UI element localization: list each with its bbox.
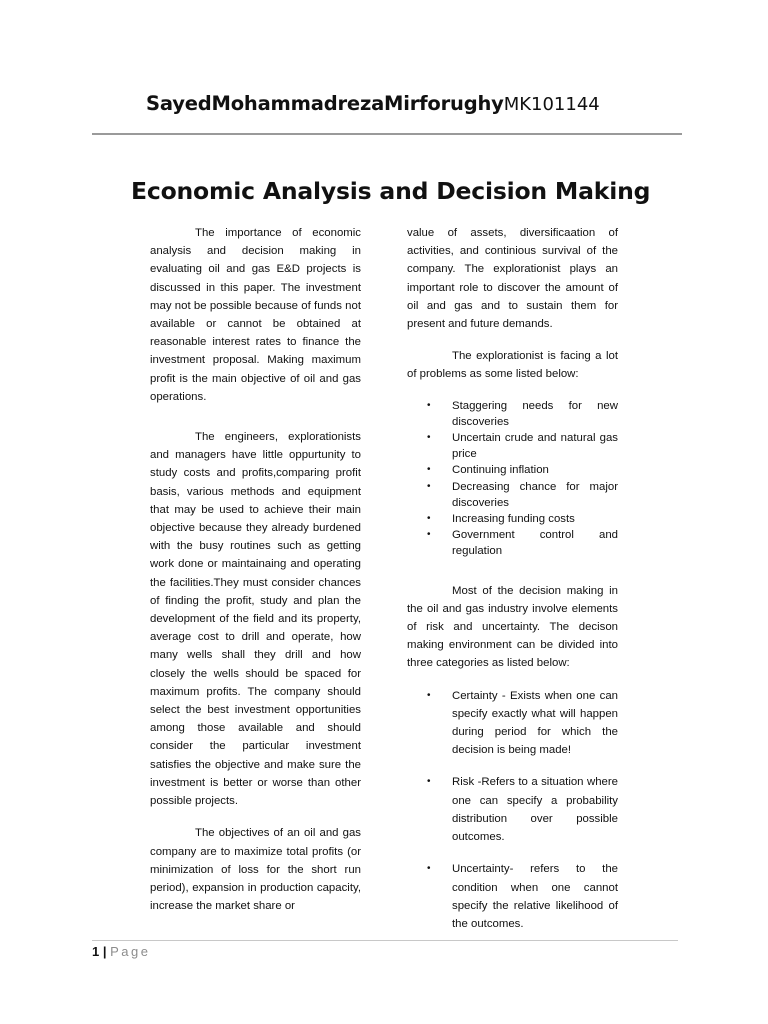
list-item: • Decreasing chance for major discoveries xyxy=(427,480,618,509)
bullet-icon: • xyxy=(427,480,431,492)
list-item: • Staggering needs for new discoveries xyxy=(427,399,618,428)
page-label: Page xyxy=(110,944,151,959)
author-name: SayedMohammadrezaMirforughy xyxy=(146,92,504,115)
bullet-icon: • xyxy=(427,529,431,541)
paragraph-intro: The importance of economic analysis and decision making in evaluating oil and gas E&D projects is discussed in this paper. The investment may not be possible because of funds not available or cannot be obtained at reasonable interest rates to finance the investment proposal. Making maximum profit is the main objective of oil and gas operations. xyxy=(150,227,361,403)
bullet-icon: • xyxy=(427,863,431,875)
bullet-icon: • xyxy=(427,513,431,525)
list-item: • Government control and regulation xyxy=(427,529,618,558)
left-column xyxy=(150,224,361,915)
bullet-icon: • xyxy=(427,399,431,411)
page-number: 1 xyxy=(92,944,100,959)
student-id: MK101144 xyxy=(503,94,600,115)
list-item: • Uncertainty- refers to the condition when one cannot specify the relative likelihood of the outcomes. xyxy=(407,860,618,933)
footer-divider xyxy=(92,940,678,941)
bullet-icon: • xyxy=(427,432,431,444)
document-title: Economic Analysis and Decision Making xyxy=(131,177,651,205)
categories-list xyxy=(407,687,618,933)
list-item: • Increasing funding costs xyxy=(407,511,618,527)
paragraph-objectives: The objectives of an oil and gas company are to maximize total profits (or minimization of loss for the short run period), expansion in production capacity, increase the market share or xyxy=(150,827,361,913)
header-divider xyxy=(92,133,682,135)
footer-separator: | xyxy=(102,944,107,959)
list-item: • Continuing inflation xyxy=(407,462,618,478)
paragraph-engineers: The engineers, explorationists and managers have little oppurtunity to study costs and profits,comparing profit basis, various methods and equipment that may be used to achieve their main objective because they already burdened with the busy routines such as getting work done or maintainaing and operating the facilities.They must consider chances of finding the profit, study and plan the development of the field and its property, average cost to drill and operate, how many wells shall they drill and how closely the wells should be spaced for maximum profits. The company should select the best investment opportunities among those available and should consider the particular investment satisfies the objective and make sure the investment is better or worse than other possible projects. xyxy=(150,431,361,808)
list-item: • Certainty - Exists when one can specify exactly what will happen during period for which the decision is being made! xyxy=(407,687,618,760)
paragraph-problems-intro: The explorationist is facing a lot of problems as some listed below: xyxy=(407,350,618,381)
author-line xyxy=(146,92,600,115)
bullet-icon: • xyxy=(427,689,431,701)
problems-list xyxy=(407,398,618,560)
paragraph-assets: value of assets, diversificaation of activities, and continious survival of the company. The explorationist plays an important role to discover the amount of oil and gas and to sustain them for present and future demands. xyxy=(407,227,618,331)
list-item: • Risk -Refers to a situation where one can specify a probability distribution over possible outcomes. xyxy=(407,773,618,846)
right-column xyxy=(407,224,618,933)
list-item: • Uncertain crude and natural gas price xyxy=(427,432,618,461)
bullet-icon: • xyxy=(427,464,431,476)
page-footer xyxy=(92,944,151,959)
bullet-icon: • xyxy=(427,776,431,788)
paragraph-decision-making: Most of the decision making in the oil and gas industry involve elements of risk and uncertainty. The decison making environment can be divided into three categories as listed below: xyxy=(407,584,618,670)
